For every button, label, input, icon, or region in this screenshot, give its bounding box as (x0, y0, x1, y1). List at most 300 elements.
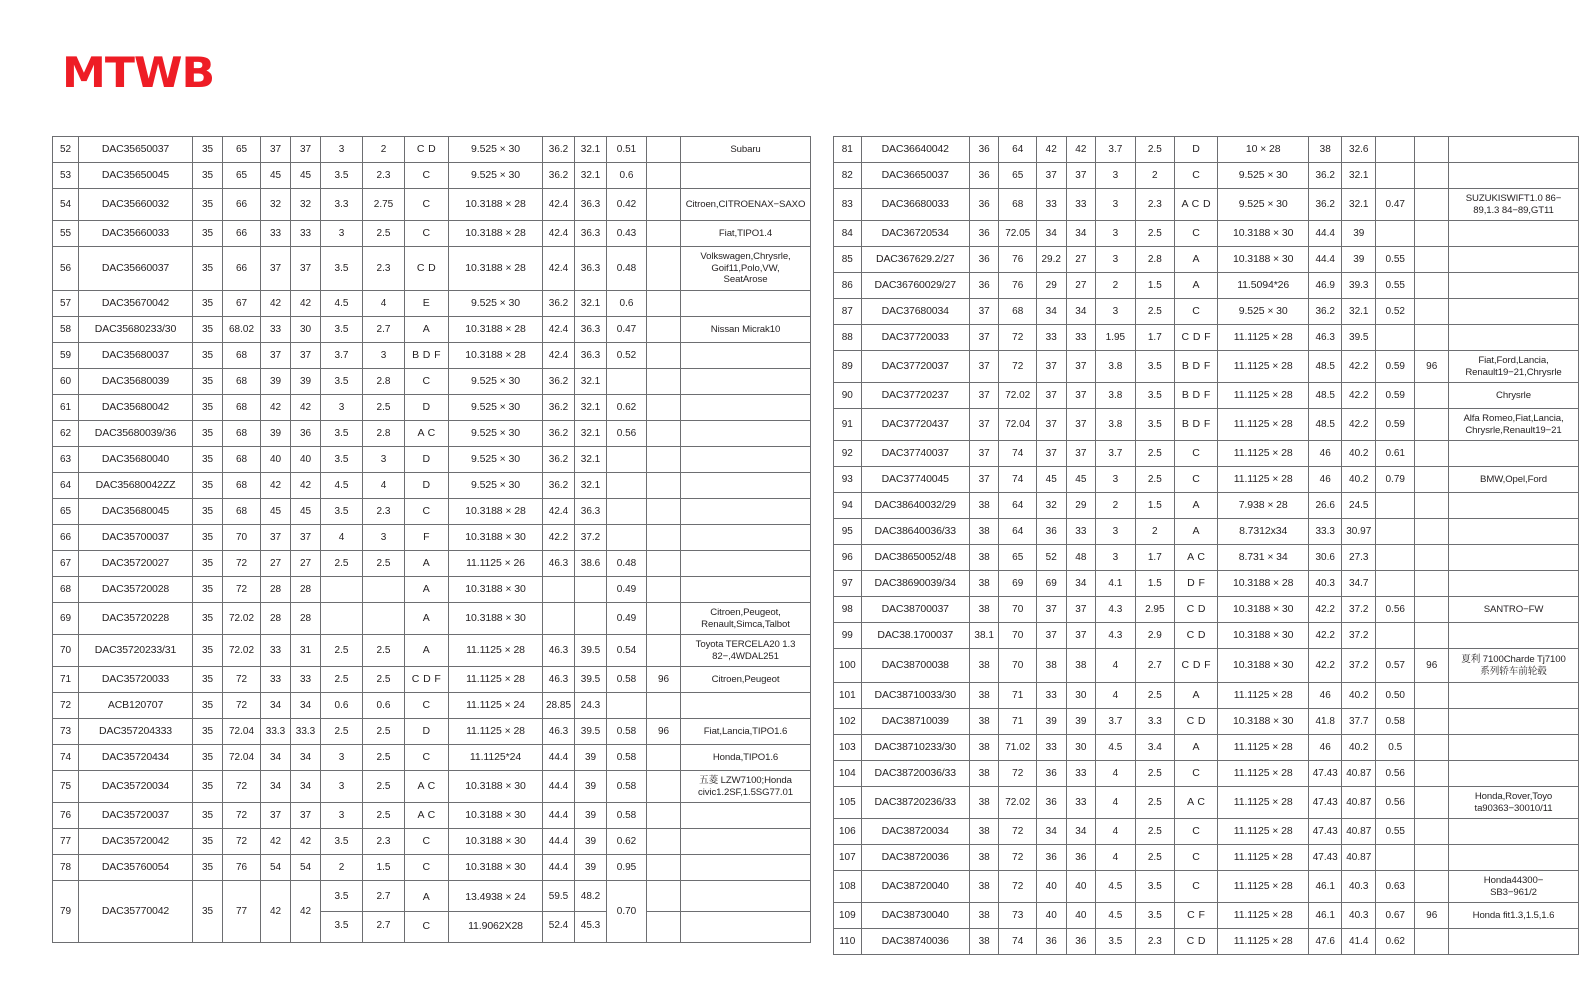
dim-b-split (363, 881, 405, 943)
abs-teeth (1415, 761, 1449, 787)
dim-a: 4.5 (321, 473, 363, 499)
seal-class: C (405, 221, 449, 247)
dim-b: 1.5 (1135, 493, 1174, 519)
pcd-y: 32.1 (575, 163, 607, 189)
seal-class: A C (405, 421, 449, 447)
application: Honda fit1.3,1.5,1.6 (1448, 903, 1578, 929)
row-index: 98 (834, 597, 862, 623)
pcd-y: 24.5 (1342, 493, 1376, 519)
width-1: 37 (1036, 409, 1066, 441)
part-code: DAC35720434 (79, 745, 193, 771)
outer-d: 72 (999, 871, 1036, 903)
part-code: DAC35680039 (79, 369, 193, 395)
dim-b: 2.8 (1135, 247, 1174, 273)
table-row (53, 551, 811, 577)
width-2: 42 (291, 473, 321, 499)
row-index: 66 (53, 525, 79, 551)
dim-b: 0.6 (363, 693, 405, 719)
abs-teeth (1415, 787, 1449, 819)
row-index: 92 (834, 441, 862, 467)
application (1448, 819, 1578, 845)
pcd-y: 39.5 (575, 635, 607, 667)
width-1: 27 (261, 551, 291, 577)
table-row (834, 787, 1579, 819)
abs-teeth (647, 473, 681, 499)
ball-spec: 9.525 × 30 (1218, 299, 1309, 325)
bore-d: 38 (969, 519, 999, 545)
abs-teeth (1415, 221, 1449, 247)
width-2: 33 (291, 221, 321, 247)
ball-spec: 9.525 × 30 (449, 421, 543, 447)
outer-d: 64 (999, 519, 1036, 545)
ball-spec: 11.1125 × 26 (449, 551, 543, 577)
width-1: 45 (1036, 467, 1066, 493)
width-2: 34 (1066, 819, 1096, 845)
weight: 0.52 (1376, 299, 1415, 325)
dim-a: 3.7 (321, 343, 363, 369)
ball-spec: 11.1125 × 28 (1218, 325, 1309, 351)
weight (1376, 493, 1415, 519)
ball-spec: 9.525 × 30 (449, 447, 543, 473)
outer-d: 70 (999, 649, 1036, 683)
bore-d: 35 (193, 693, 223, 719)
part-code: DAC38.1700037 (861, 623, 969, 649)
table-row (834, 683, 1579, 709)
width-1: 37 (1036, 623, 1066, 649)
dim-a: 4 (1096, 683, 1135, 709)
application (1448, 137, 1578, 163)
bore-d: 37 (969, 467, 999, 493)
width-1: 42 (1036, 137, 1066, 163)
row-index: 56 (53, 247, 79, 291)
table-row (834, 325, 1579, 351)
width-2: 42 (291, 881, 321, 943)
bore-d: 37 (969, 299, 999, 325)
dim-b: 2.5 (363, 745, 405, 771)
width-2: 27 (1066, 247, 1096, 273)
pcd-y: 36.3 (575, 343, 607, 369)
width-1: 39 (1036, 709, 1066, 735)
bore-d: 38 (969, 597, 999, 623)
pcd-x: 47.43 (1308, 787, 1342, 819)
pcd-x: 47.43 (1308, 819, 1342, 845)
weight: 0.54 (607, 635, 647, 667)
width-1: 36 (1036, 519, 1066, 545)
bore-d: 35 (193, 499, 223, 525)
bore-d: 38 (969, 709, 999, 735)
row-index: 85 (834, 247, 862, 273)
pcd-y: 32.1 (575, 421, 607, 447)
width-1: 37 (1036, 163, 1066, 189)
abs-teeth (1415, 273, 1449, 299)
table-row (834, 623, 1579, 649)
part-code: DAC38730040 (861, 903, 969, 929)
table-row (53, 137, 811, 163)
ball-spec: 10.3188 × 28 (449, 317, 543, 343)
pcd-x: 36.2 (543, 137, 575, 163)
weight: 0.49 (607, 577, 647, 603)
bore-d: 38 (969, 787, 999, 819)
seal-class: C (1175, 467, 1218, 493)
table-row (53, 247, 811, 291)
dim-b: 2.5 (363, 803, 405, 829)
dim-a: 4.5 (1096, 903, 1135, 929)
row-index: 58 (53, 317, 79, 343)
weight: 0.70 (607, 881, 647, 943)
abs-teeth (647, 745, 681, 771)
seal-class: A C (405, 803, 449, 829)
width-1: 34 (261, 771, 291, 803)
weight: 0.58 (1376, 709, 1415, 735)
pcd-y: 36.3 (575, 221, 607, 247)
dim-a: 4.3 (1096, 623, 1135, 649)
part-code: DAC38710233/30 (861, 735, 969, 761)
width-1: 34 (261, 745, 291, 771)
width-2: 33 (1066, 787, 1096, 819)
pcd-y: 32.1 (575, 137, 607, 163)
application (681, 912, 810, 943)
abs-teeth (647, 369, 681, 395)
outer-d: 70 (999, 623, 1036, 649)
outer-d: 76 (999, 273, 1036, 299)
outer-d: 74 (999, 929, 1036, 955)
weight: 0.51 (607, 137, 647, 163)
table-row (53, 719, 811, 745)
width-2: 40 (1066, 871, 1096, 903)
pcd-y-split (575, 881, 607, 943)
outer-d: 68 (223, 369, 261, 395)
application (1448, 709, 1578, 735)
dim-b: 3.3 (1135, 709, 1174, 735)
application (681, 343, 811, 369)
table-row (834, 221, 1579, 247)
width-2: 37 (1066, 597, 1096, 623)
pcd-y: 37.2 (1342, 623, 1376, 649)
seal-class: A C D (1175, 189, 1218, 221)
row-index: 106 (834, 819, 862, 845)
row-index: 102 (834, 709, 862, 735)
abs-teeth: 96 (647, 719, 681, 745)
width-1: 42 (261, 829, 291, 855)
abs-teeth (1415, 467, 1449, 493)
seal-class: A C (1175, 545, 1218, 571)
seal-class: C (405, 189, 449, 221)
dim-b: 1.5 (1135, 571, 1174, 597)
table-row (834, 467, 1579, 493)
bore-d: 38 (969, 493, 999, 519)
pcd-y: 32.1 (1342, 189, 1376, 221)
part-code: DAC35660037 (79, 247, 193, 291)
application (681, 447, 811, 473)
ball-spec: 10.3188 × 30 (449, 829, 543, 855)
pcd-x: 48.5 (1308, 409, 1342, 441)
pcd-x: 42.4 (543, 189, 575, 221)
application: Nissan Micrak10 (681, 317, 811, 343)
bore-d: 38 (969, 735, 999, 761)
dim-b: 2.5 (363, 719, 405, 745)
table-row (834, 597, 1579, 623)
abs-teeth (647, 855, 681, 881)
table-row (53, 577, 811, 603)
outer-d: 70 (999, 597, 1036, 623)
width-2: 48 (1066, 545, 1096, 571)
table-row (53, 291, 811, 317)
part-code: DAC35700037 (79, 525, 193, 551)
width-2: 28 (291, 577, 321, 603)
width-2: 33 (1066, 519, 1096, 545)
width-2: 33.3 (291, 719, 321, 745)
seal-class: C (405, 693, 449, 719)
outer-d: 72.04 (223, 745, 261, 771)
table-row (53, 163, 811, 189)
bore-d: 35 (193, 473, 223, 499)
bore-d: 35 (193, 855, 223, 881)
application (681, 881, 810, 912)
ball-spec: 9.525 × 30 (449, 473, 543, 499)
table-row (834, 163, 1579, 189)
pcd-y: 32.1 (575, 291, 607, 317)
width-1: 33 (1036, 189, 1066, 221)
application: Citroen,CITROENAX−SAXO (681, 189, 811, 221)
pcd-y: 40.3 (1342, 903, 1376, 929)
application (1448, 683, 1578, 709)
width-2: 45 (291, 163, 321, 189)
dim-a: 2 (1096, 273, 1135, 299)
width-2: 37 (1066, 163, 1096, 189)
weight: 0.95 (607, 855, 647, 881)
weight: 0.58 (607, 745, 647, 771)
bore-d: 35 (193, 771, 223, 803)
width-2: 38 (1066, 649, 1096, 683)
dim-b: 3 (363, 525, 405, 551)
weight: 0.58 (607, 803, 647, 829)
bore-d: 35 (193, 829, 223, 855)
pcd-x: 46.3 (543, 719, 575, 745)
table-row (834, 819, 1579, 845)
part-code: DAC357204333 (79, 719, 193, 745)
abs-teeth (647, 829, 681, 855)
bore-d: 36 (969, 273, 999, 299)
dim-b: 3.5 (1135, 351, 1174, 383)
abs-teeth (1415, 163, 1449, 189)
part-code: DAC35720233/31 (79, 635, 193, 667)
outer-d: 72 (999, 761, 1036, 787)
dim-a: 3.5 (334, 920, 349, 932)
abs-teeth (647, 603, 681, 635)
outer-d: 68 (223, 447, 261, 473)
table-row (53, 803, 811, 829)
application (681, 829, 811, 855)
pcd-y (575, 603, 607, 635)
dim-b: 3 (363, 343, 405, 369)
part-code: DAC36760029/27 (861, 273, 969, 299)
width-1: 37 (1036, 597, 1066, 623)
ball-spec: 11.1125 × 24 (449, 693, 543, 719)
application (681, 291, 811, 317)
dim-a: 4 (1096, 787, 1135, 819)
part-code: DAC35760054 (79, 855, 193, 881)
application: Honda,TIPO1.6 (681, 745, 811, 771)
table-row (53, 745, 811, 771)
ball-spec: 11.1125 × 28 (1218, 903, 1309, 929)
part-code: DAC35720228 (79, 603, 193, 635)
pcd-x: 44.4 (543, 829, 575, 855)
bore-d: 35 (193, 221, 223, 247)
seal-class: C D F (1175, 649, 1218, 683)
dim-a: 4 (321, 525, 363, 551)
outer-d: 68 (223, 499, 261, 525)
table-row (834, 137, 1579, 163)
table-row (834, 649, 1579, 683)
weight: 0.59 (1376, 409, 1415, 441)
outer-d: 71.02 (999, 735, 1036, 761)
ball-spec: 9.525 × 30 (449, 291, 543, 317)
weight: 0.58 (607, 719, 647, 745)
ball-spec: 11.1125 × 28 (1218, 467, 1309, 493)
seal-class: D (405, 719, 449, 745)
table-row (53, 525, 811, 551)
abs-teeth (1415, 597, 1449, 623)
abs-teeth (1415, 247, 1449, 273)
dim-a: 3 (321, 745, 363, 771)
weight: 0.48 (607, 551, 647, 577)
dim-b: 2 (363, 137, 405, 163)
dim-a: 3.5 (321, 499, 363, 525)
weight: 0.59 (1376, 383, 1415, 409)
weight: 0.56 (1376, 597, 1415, 623)
weight: 0.58 (607, 771, 647, 803)
dim-b: 4 (363, 291, 405, 317)
weight (1376, 519, 1415, 545)
abs-teeth (647, 395, 681, 421)
width-1: 28 (261, 603, 291, 635)
row-index: 83 (834, 189, 862, 221)
part-code: DAC38740036 (861, 929, 969, 955)
dim-b: 2.5 (363, 395, 405, 421)
outer-d: 72 (223, 803, 261, 829)
bore-d: 35 (193, 317, 223, 343)
row-index: 103 (834, 735, 862, 761)
application (681, 693, 811, 719)
outer-d: 72.02 (999, 383, 1036, 409)
row-index: 105 (834, 787, 862, 819)
weight: 0.62 (1376, 929, 1415, 955)
seal-class: C D (1175, 623, 1218, 649)
part-code: DAC38710039 (861, 709, 969, 735)
pcd-y: 40.87 (1342, 819, 1376, 845)
pcd-x: 36.2 (543, 291, 575, 317)
pcd-x: 40.3 (1308, 571, 1342, 597)
application (1448, 571, 1578, 597)
part-code: DAC35720028 (79, 577, 193, 603)
part-code: DAC35720037 (79, 803, 193, 829)
outer-d: 71 (999, 683, 1036, 709)
width-2: 33 (1066, 761, 1096, 787)
width-2: 36 (1066, 845, 1096, 871)
abs-teeth (647, 317, 681, 343)
ball-spec: 10.3188 × 28 (449, 247, 543, 291)
dim-b: 2.3 (363, 247, 405, 291)
pcd-y: 39 (575, 803, 607, 829)
width-2: 37 (1066, 623, 1096, 649)
weight (1376, 623, 1415, 649)
width-1: 37 (261, 137, 291, 163)
seal-class: A (1175, 273, 1218, 299)
bore-d: 35 (193, 189, 223, 221)
dim-a (321, 577, 363, 603)
part-code: DAC35680233/30 (79, 317, 193, 343)
abs-teeth (647, 221, 681, 247)
width-1: 34 (261, 693, 291, 719)
pcd-y: 40.2 (1342, 467, 1376, 493)
pcd-y: 41.4 (1342, 929, 1376, 955)
row-index: 79 (53, 881, 79, 943)
width-2: 39 (291, 369, 321, 395)
pcd-x-split (543, 881, 575, 943)
outer-d: 65 (223, 137, 261, 163)
bore-d: 38 (969, 683, 999, 709)
seal-class: C D (1175, 709, 1218, 735)
part-code: DAC35660033 (79, 221, 193, 247)
seal-class: C D F (1175, 325, 1218, 351)
pcd-y: 40.3 (1342, 871, 1376, 903)
outer-d: 68 (223, 395, 261, 421)
bore-d: 36 (969, 221, 999, 247)
pcd-y: 27.3 (1342, 545, 1376, 571)
part-code: DAC38640036/33 (861, 519, 969, 545)
part-code: DAC35680045 (79, 499, 193, 525)
weight: 0.48 (607, 247, 647, 291)
weight (607, 499, 647, 525)
ball-spec: 10.3188 × 30 (1218, 649, 1309, 683)
row-index: 78 (53, 855, 79, 881)
application: SANTRO−FW (1448, 597, 1578, 623)
abs-teeth: 96 (1415, 351, 1449, 383)
dim-a: 3 (321, 803, 363, 829)
weight (1376, 137, 1415, 163)
width-1: 28 (261, 577, 291, 603)
application (1448, 623, 1578, 649)
weight: 0.43 (607, 221, 647, 247)
application (681, 499, 811, 525)
bore-d: 35 (193, 291, 223, 317)
row-index: 76 (53, 803, 79, 829)
table-row (53, 395, 811, 421)
seal-class: C F (1175, 903, 1218, 929)
table-row (53, 343, 811, 369)
bore-d: 35 (193, 667, 223, 693)
table-row (834, 383, 1579, 409)
ball-spec: 11.1125 × 28 (1218, 845, 1309, 871)
abs-teeth (647, 163, 681, 189)
seal-class: A (405, 635, 449, 667)
outer-d: 74 (999, 467, 1036, 493)
dim-a: 3.8 (1096, 409, 1135, 441)
table-row (834, 493, 1579, 519)
application: Fiat,TIPO1.4 (681, 221, 811, 247)
pcd-x: 44.4 (543, 803, 575, 829)
outer-d: 68 (999, 299, 1036, 325)
abs-teeth (1415, 709, 1449, 735)
weight: 0.42 (607, 189, 647, 221)
row-index: 55 (53, 221, 79, 247)
dim-b: 3.4 (1135, 735, 1174, 761)
application (681, 163, 811, 189)
ball-spec: 11.1125 × 28 (1218, 441, 1309, 467)
bore-d: 38 (969, 761, 999, 787)
row-index: 96 (834, 545, 862, 571)
width-2: 34 (1066, 299, 1096, 325)
